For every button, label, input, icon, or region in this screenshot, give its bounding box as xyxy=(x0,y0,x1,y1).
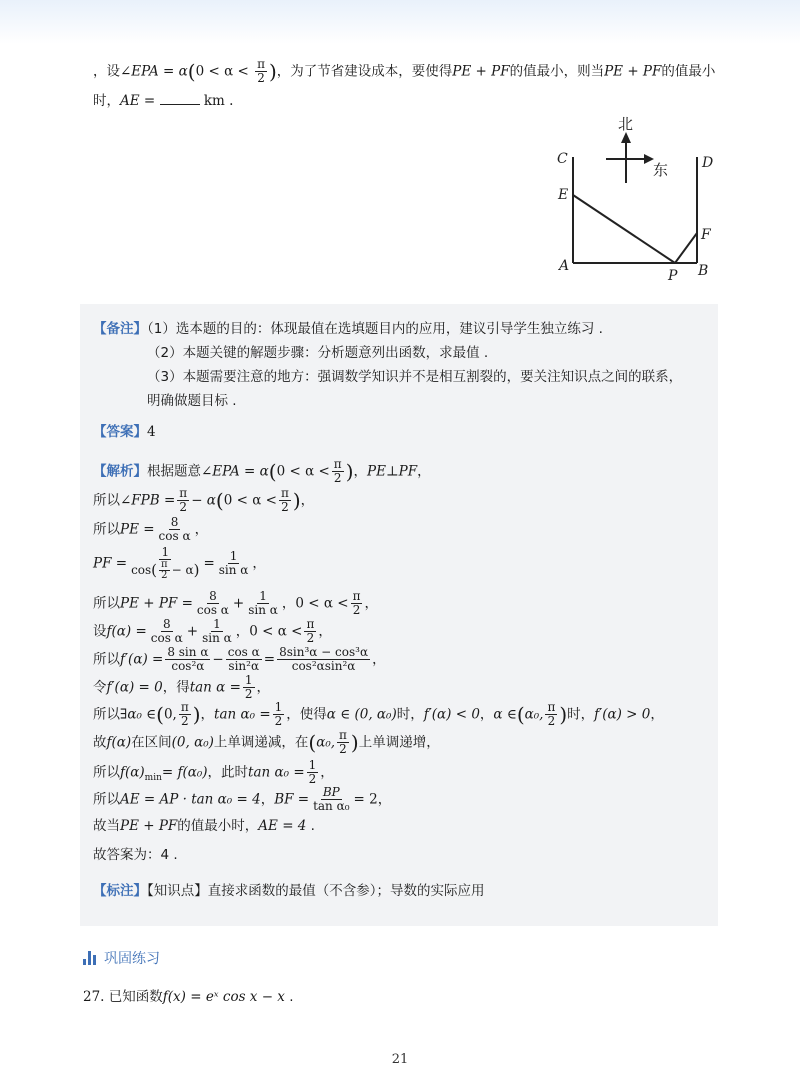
math: = xyxy=(203,555,215,572)
label-north: 北 xyxy=(618,115,634,133)
answer-tag: 【答案】 xyxy=(93,424,147,440)
fraction: $\frac{\pi}{2}$ xyxy=(333,457,342,485)
math: PE⊥PF xyxy=(367,463,418,480)
label-E: E xyxy=(558,187,569,203)
analysis-line-9: 所以∃α₀ ∈(0, $\frac{\pi}{2}$ )，tan α₀ = $\frac{1}{2}$ ，使得α ∈ (0, α₀)时，f′(α) < 0，α ∈(α₀, $\frac{\pi}{2}$ )时，f′(α) > 0， xyxy=(93,700,664,728)
text: ， xyxy=(200,706,215,723)
section-title xyxy=(83,948,160,968)
fraction: $\frac{1}{2}$ xyxy=(244,673,253,701)
fraction: $\frac{8}{\text{cos α}}$ xyxy=(196,589,229,617)
math: PF = xyxy=(93,555,128,572)
math: ∠EPA = α xyxy=(201,463,269,480)
text: ， xyxy=(479,706,494,723)
fraction: $\frac{\text{cos α}}{\text{sin²α}}$ xyxy=(227,645,260,673)
math: f′(α) = 0 xyxy=(106,679,163,696)
math: 0 < α < xyxy=(276,463,330,480)
math: − α xyxy=(191,492,216,509)
text: 所以 xyxy=(93,521,120,538)
math: f(α) = xyxy=(106,623,147,640)
math: = 2 xyxy=(353,791,378,808)
text: 时， xyxy=(93,93,120,109)
question-number: 27. xyxy=(83,989,105,1005)
fraction: $\frac{\text{8 sin α}}{\text{cos²α}}$ xyxy=(167,645,209,673)
analysis-line-2: 所以∠FPB = $\frac{\pi}{2}$ − α(0 < α < $\frac{\pi}{2}$ )， xyxy=(93,486,315,514)
text: 故当 xyxy=(93,818,120,834)
text: ， xyxy=(353,463,367,480)
math: + xyxy=(186,623,199,640)
math: 0 < α < xyxy=(295,595,349,612)
label-B: B xyxy=(698,263,709,279)
fraction: $\frac{\pi}{2}$ xyxy=(180,700,189,728)
text: ， xyxy=(256,679,271,696)
fraction: $\frac{\pi}{2}$ xyxy=(306,617,315,645)
math: (0, α₀) xyxy=(171,734,214,751)
text: 上单调递增， xyxy=(358,734,440,751)
label-note-text: 【知识点】直接求函数的最值（不含参）；导数的实际应用 xyxy=(147,883,485,899)
fraction: $\frac{\pi}{2}$ xyxy=(352,589,361,617)
fraction: $\frac{8}{\text{cos α}}$ xyxy=(158,515,191,543)
question-27 xyxy=(83,986,294,1008)
analysis-line-1: 【解析】根据题意∠EPA = α(0 < α < $\frac{\pi}{2}$ )，PE⊥PF， xyxy=(93,457,431,485)
analysis-line-10: 故f(α)在区间(0, α₀)上单调递减，在(α₀, $\frac{\pi}{2}$ )上单调递增， xyxy=(93,728,440,756)
math: f(α) xyxy=(120,764,145,781)
text: ， xyxy=(650,706,664,723)
text: ， xyxy=(194,521,209,538)
line-PF xyxy=(675,233,697,263)
math: 0 < α < xyxy=(249,623,303,640)
text: 所以 xyxy=(93,595,120,612)
math: f′(α) < 0 xyxy=(423,706,480,723)
text: 所以 xyxy=(93,651,120,668)
line-EP xyxy=(573,195,675,263)
fraction: $\frac{\pi}{2}$ xyxy=(179,486,188,514)
fraction: $\frac{BP}{\text{tan α₀}}$ xyxy=(313,785,350,813)
section-title-text: 巩固练习 xyxy=(104,951,160,967)
math: ∃α₀ ∈ xyxy=(120,706,157,723)
label-east: 东 xyxy=(653,161,669,179)
math: PE = xyxy=(120,521,155,538)
analysis-line-3 xyxy=(93,516,208,543)
text: 上单调递减，在 xyxy=(213,734,309,751)
text: ， xyxy=(377,791,392,808)
fraction: $\frac{\pi}{2}$ xyxy=(547,700,556,728)
text: ， xyxy=(417,463,431,480)
math: α ∈ (0, α₀) xyxy=(326,706,397,723)
text: ，使得 xyxy=(286,706,327,723)
math: = f(α₀) xyxy=(161,764,208,781)
math: ∠EPA = α xyxy=(120,63,188,80)
note-line-1 xyxy=(93,318,603,340)
note-line-2 xyxy=(147,342,488,364)
analysis-line-12 xyxy=(93,786,391,813)
analysis-line-5 xyxy=(93,590,378,617)
header-band xyxy=(0,0,800,44)
text: 故答案为：4 . xyxy=(93,847,178,863)
note-line-4 xyxy=(147,390,237,412)
fraction-pi-over-2: $\frac{\pi}{2}$ xyxy=(257,57,265,85)
fraction: 1 cos( $\frac{\pi}{2}$ − α) xyxy=(131,545,200,581)
geometry-figure xyxy=(550,115,730,290)
text: ， xyxy=(260,791,275,808)
note-item-1: （1）选本题的目的：体现最值在选填题目内的应用，建议引导学生独立练习 . xyxy=(147,321,603,337)
analysis-line-7 xyxy=(93,646,386,673)
text: 所以 xyxy=(93,791,120,808)
answer-value: 4 xyxy=(147,424,156,440)
math: f(x) = eˣ cos x − x xyxy=(162,989,285,1005)
text: 的值最小 xyxy=(661,63,716,80)
note-tag: 【备注】 xyxy=(93,321,147,337)
answer-blank xyxy=(160,92,200,105)
answer-line xyxy=(93,421,156,443)
analysis-line-6 xyxy=(93,618,332,645)
label-P: P xyxy=(668,268,678,284)
text: 所以 xyxy=(93,764,120,781)
math: f′(α) > 0 xyxy=(594,706,651,723)
text: 所以 xyxy=(93,492,120,509)
math: f(α) xyxy=(106,734,132,751)
text: 已知函数 xyxy=(108,989,163,1005)
math: 0, xyxy=(163,706,177,723)
north-arrow-icon xyxy=(621,132,631,143)
text: 根据题意 xyxy=(147,463,201,480)
fraction: $\frac{\pi}{2}$ xyxy=(339,728,347,756)
math: PE + PF xyxy=(452,63,510,80)
text: ， xyxy=(235,623,250,640)
label-A: A xyxy=(559,258,570,274)
text: ， xyxy=(320,764,334,781)
text: ， xyxy=(300,492,315,509)
text: ， xyxy=(252,555,266,572)
text: 设 xyxy=(93,623,107,640)
text: ， xyxy=(318,623,332,640)
math: PE + PF = xyxy=(120,595,193,612)
unit: km . xyxy=(203,93,234,109)
math: PE + PF xyxy=(604,63,662,80)
math: + xyxy=(232,595,245,612)
note-item-2: （2）本题关键的解题步骤：分析题意列出函数，求最值 . xyxy=(147,345,489,361)
bar-chart-icon xyxy=(83,951,96,965)
math: ∠FPB = xyxy=(120,492,176,509)
subscript: min xyxy=(144,773,162,784)
analysis-line-4 xyxy=(93,546,266,581)
math: AE = AP · tan α₀ = 4 xyxy=(120,791,261,808)
label-F: F xyxy=(701,227,711,243)
analysis-line-14 xyxy=(93,844,178,866)
question-line-2 xyxy=(93,90,233,112)
text: 的值最小时， xyxy=(177,818,259,834)
note-line-3 xyxy=(147,366,682,388)
question-line-1: ，设∠EPA = α(0 < α < $\frac{\pi}{2}$ )，为了节省建设成本，要使得PE + PF的值最小，则当PE + PF的值最小 xyxy=(93,57,716,85)
text: . xyxy=(306,818,315,834)
text: 时， xyxy=(396,706,424,723)
text: ，得 xyxy=(162,679,190,696)
math: − xyxy=(212,651,224,668)
math: AE = xyxy=(120,93,156,109)
math: α₀, xyxy=(316,734,336,751)
text: ， xyxy=(281,595,296,612)
math: PE + PF xyxy=(120,818,178,834)
label-note-line xyxy=(93,880,485,902)
math: 0 < α < xyxy=(223,492,277,509)
analysis-line-11 xyxy=(93,759,334,789)
fraction: $\frac{1}{2}$ xyxy=(274,700,283,728)
fraction: $\frac{1}{\text{sin α}}$ xyxy=(218,549,249,577)
math: α₀, xyxy=(524,706,544,723)
fraction: $\frac{8}{\text{cos α}}$ xyxy=(150,617,183,645)
fraction: $\frac{\text{8sin³α − cos³α}}{\text{cos²αsin²α}}$ xyxy=(279,645,369,673)
text: 的值最小，则当 xyxy=(509,63,605,80)
note-item-3-cont: 明确做题目标 . xyxy=(147,393,237,409)
math: α ∈ xyxy=(493,706,517,723)
math: tan α₀ = xyxy=(248,764,305,781)
text: ， xyxy=(372,651,386,668)
math: f′(α) = xyxy=(120,651,164,668)
text: ，此时 xyxy=(207,764,249,781)
text: 故 xyxy=(93,734,107,751)
text: 在区间 xyxy=(131,734,172,751)
math: 0 < α < xyxy=(195,63,249,80)
fraction: $\frac{\pi}{2}$ xyxy=(280,486,289,514)
math: tan α = xyxy=(189,679,241,696)
text: ，设 xyxy=(93,63,120,80)
label-note-tag: 【标注】 xyxy=(93,883,147,899)
label-D: D xyxy=(702,155,714,171)
text: 所以 xyxy=(93,706,120,723)
text: ， xyxy=(364,595,378,612)
text: ，为了节省建设成本，要使得 xyxy=(276,63,453,80)
note-item-3: （3）本题需要注意的地方：强调数学知识并不是相互割裂的，要关注知识点之间的联系， xyxy=(147,369,683,385)
text: . xyxy=(284,989,294,1005)
analysis-line-13 xyxy=(93,815,315,837)
math: = xyxy=(263,651,276,668)
text: 时， xyxy=(567,706,595,723)
math: AE = 4 xyxy=(258,818,307,834)
fraction: $\frac{1}{\text{sin α}}$ xyxy=(248,589,278,617)
math: tan α₀ = xyxy=(214,706,271,723)
math: BF = xyxy=(274,791,310,808)
analysis-line-8 xyxy=(93,674,270,701)
label-C: C xyxy=(557,151,568,167)
page-number: 21 xyxy=(391,1052,409,1067)
analysis-tag: 【解析】 xyxy=(93,463,147,480)
fraction: $\frac{1}{2}$ xyxy=(308,758,317,786)
text: 令 xyxy=(93,679,107,696)
fraction: $\frac{1}{\text{sin α}}$ xyxy=(202,617,232,645)
